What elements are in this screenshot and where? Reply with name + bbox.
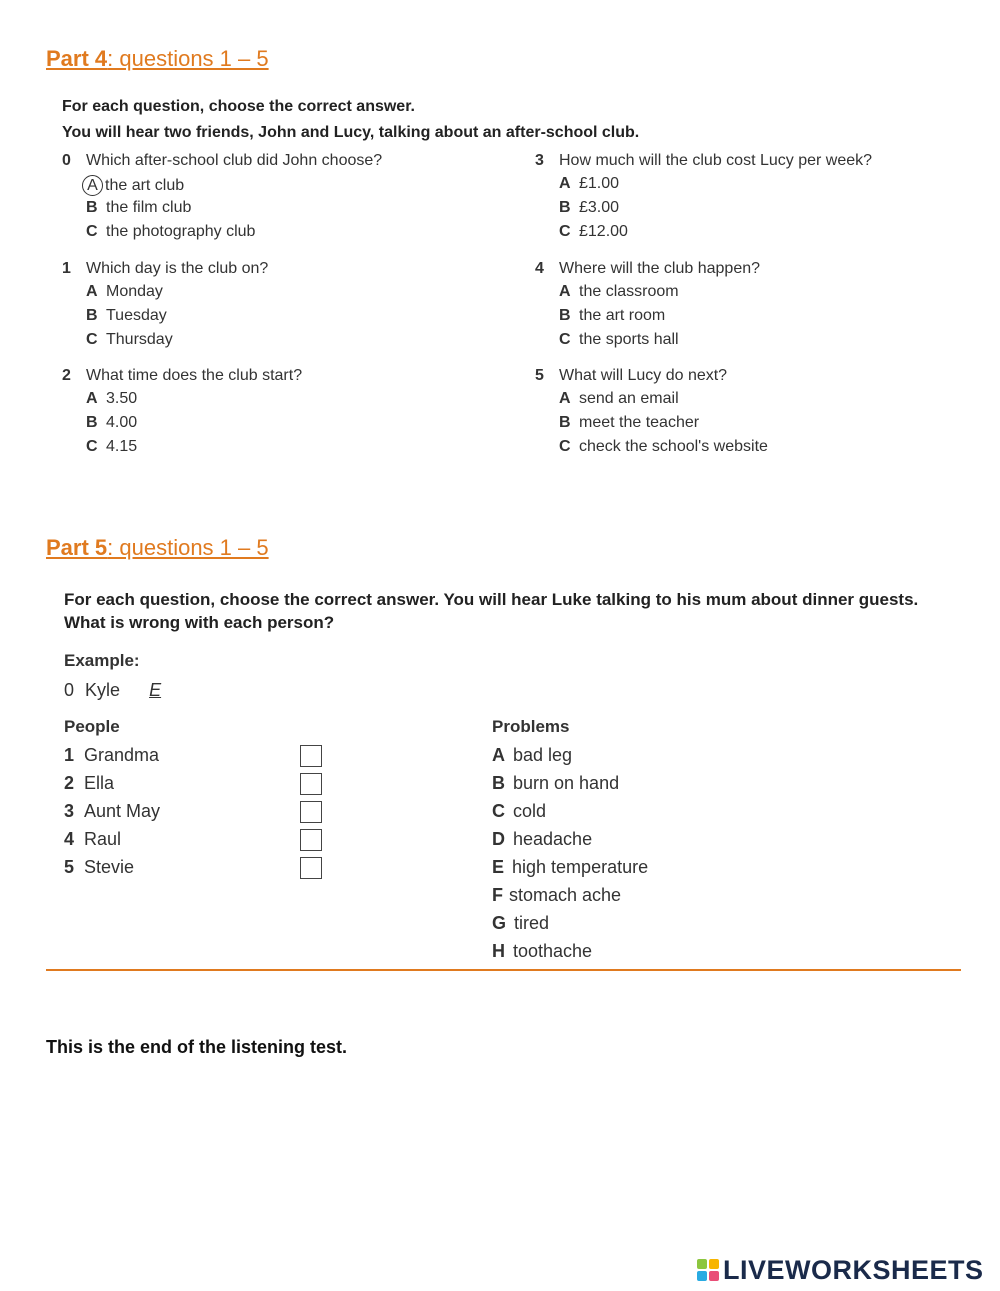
option-a[interactable] — [559, 390, 679, 408]
part4-heading — [46, 46, 269, 72]
answer-box-3[interactable] — [300, 801, 322, 823]
option-text: Thursday — [106, 331, 173, 348]
option-text: Tuesday — [106, 307, 167, 324]
option-text: £1.00 — [579, 175, 620, 192]
problem-letter: E — [492, 857, 505, 877]
question-text: Which after-school club did John choose? — [86, 152, 383, 169]
part5-heading — [46, 535, 269, 561]
question-block-4 — [535, 260, 955, 360]
option-letter: B — [86, 307, 98, 324]
option-letter: B — [86, 414, 98, 431]
option-text: send an email — [579, 390, 679, 407]
option-c[interactable] — [559, 438, 768, 456]
liveworksheets-logo — [697, 1255, 984, 1285]
option-letter: B — [559, 414, 571, 431]
problem-text: high temperature — [512, 857, 649, 877]
question-number: 2 — [62, 367, 71, 384]
problem-text: bad leg — [513, 745, 573, 765]
part5-instruction-1: For each question, choose the correct answer. You will hear Luke talking to his mum about dinner guests. — [64, 590, 919, 609]
question-number: 1 — [62, 260, 71, 277]
problem-letter: F — [492, 885, 503, 905]
question-number: 3 — [535, 152, 544, 169]
option-text: the photography club — [106, 223, 256, 240]
option-letter: A — [559, 175, 571, 192]
person-number: 4 — [64, 829, 75, 849]
option-text: the film club — [106, 199, 192, 216]
question-number: 0 — [62, 152, 71, 169]
option-letter: C — [559, 438, 571, 455]
example-row — [64, 680, 161, 701]
question-block-3 — [535, 152, 955, 252]
option-b[interactable] — [86, 414, 137, 432]
option-c[interactable] — [86, 438, 137, 456]
option-text: 3.50 — [106, 390, 138, 407]
problem-text: headache — [513, 829, 593, 849]
question-block-0 — [62, 152, 502, 252]
part4-heading-rest: : questions 1 – 5 — [107, 46, 269, 71]
option-b[interactable] — [559, 199, 619, 217]
problem-row — [492, 857, 648, 878]
person-number: 5 — [64, 857, 75, 877]
part5-heading-rest: : questions 1 – 5 — [107, 535, 269, 560]
question-block-2 — [62, 367, 502, 467]
problem-row — [492, 941, 592, 962]
option-letter: B — [559, 199, 571, 216]
problem-row — [492, 801, 546, 822]
option-a[interactable] — [86, 390, 137, 408]
question-text: Which day is the club on? — [86, 260, 269, 277]
problem-row — [492, 745, 572, 766]
option-text: £12.00 — [579, 223, 628, 240]
option-text: £3.00 — [579, 199, 620, 216]
problem-letter: H — [492, 941, 505, 961]
option-b[interactable] — [559, 307, 665, 325]
answer-box-4[interactable] — [300, 829, 322, 851]
option-text: the sports hall — [579, 331, 679, 348]
circled-answer-icon: A — [82, 175, 103, 196]
answer-box-5[interactable] — [300, 857, 322, 879]
person-name: Ella — [84, 773, 115, 793]
problem-letter: D — [492, 829, 505, 849]
option-letter: A — [86, 390, 98, 407]
option-b[interactable] — [86, 199, 191, 217]
option-letter: C — [86, 438, 98, 455]
person-row — [64, 773, 114, 794]
problem-text: cold — [513, 801, 547, 821]
option-text: Monday — [106, 283, 163, 300]
option-b[interactable] — [559, 414, 699, 432]
part4-instruction-2: You will hear two friends, John and Lucy, talking about an after-school club. — [62, 124, 640, 141]
person-name: Raul — [84, 829, 122, 849]
logo-mark-icon — [697, 1259, 719, 1281]
option-b[interactable] — [86, 307, 167, 325]
problem-letter: B — [492, 773, 505, 793]
problem-text: burn on hand — [513, 773, 620, 793]
question-text: Where will the club happen? — [559, 260, 761, 277]
problem-text: stomach ache — [509, 885, 622, 905]
option-letter: A — [559, 283, 571, 300]
problem-text: tired — [514, 913, 550, 933]
example-number: 0 — [64, 680, 75, 700]
question-number: 4 — [535, 260, 544, 277]
answer-box-2[interactable] — [300, 773, 322, 795]
option-text: the art room — [579, 307, 666, 324]
question-block-1 — [62, 260, 502, 360]
option-letter: B — [86, 199, 98, 216]
option-letter: C — [559, 331, 571, 348]
option-c[interactable] — [559, 223, 628, 241]
person-name: Grandma — [84, 745, 160, 765]
option-c[interactable] — [86, 223, 255, 241]
people-header: People — [64, 717, 120, 736]
person-row — [64, 745, 159, 766]
option-text: the classroom — [579, 283, 679, 300]
option-a[interactable] — [559, 175, 619, 193]
problem-row — [492, 773, 619, 794]
question-block-5 — [535, 367, 955, 467]
question-text: What will Lucy do next? — [559, 367, 728, 384]
problem-letter: A — [492, 745, 505, 765]
option-a[interactable] — [559, 283, 679, 301]
problems-header: Problems — [492, 717, 570, 736]
option-letter: C — [559, 223, 571, 240]
person-row — [64, 857, 134, 878]
option-c[interactable] — [86, 331, 173, 349]
part5-heading-bold: Part 5 — [46, 535, 108, 560]
example-label: Example: — [64, 651, 140, 670]
option-text: 4.00 — [106, 414, 138, 431]
question-text: How much will the club cost Lucy per week? — [559, 152, 873, 169]
option-letter: A — [559, 390, 571, 407]
problem-row — [492, 913, 549, 934]
person-row — [64, 801, 160, 822]
option-text: meet the teacher — [579, 414, 700, 431]
question-number: 5 — [535, 367, 544, 384]
question-text: What time does the club start? — [86, 367, 303, 384]
end-of-test-text: This is the end of the listening test. — [46, 1037, 348, 1057]
section-divider — [46, 969, 961, 971]
problem-text: toothache — [513, 941, 593, 961]
person-number: 2 — [64, 773, 75, 793]
part5-instruction-2: What is wrong with each person? — [64, 613, 335, 632]
option-letter: C — [86, 331, 98, 348]
option-letter: A — [86, 283, 98, 300]
part4-heading-bold: Part 4 — [46, 46, 108, 71]
option-c[interactable] — [559, 331, 679, 349]
person-name: Aunt May — [84, 801, 161, 821]
problem-letter: C — [492, 801, 505, 821]
option-a[interactable] — [86, 283, 163, 301]
person-name: Stevie — [84, 857, 135, 877]
option-text: check the school's website — [579, 438, 768, 455]
option-letter: C — [86, 223, 98, 240]
problem-row — [492, 885, 621, 906]
logo-text: LIVEWORKSHEETS — [723, 1254, 984, 1285]
part4-instruction-1: For each question, choose the correct answer. — [62, 98, 415, 115]
problem-row — [492, 829, 592, 850]
option-a[interactable] — [86, 175, 184, 196]
problem-letter: G — [492, 913, 507, 933]
person-number: 1 — [64, 745, 75, 765]
option-letter: B — [559, 307, 571, 324]
person-row — [64, 829, 121, 850]
example-answer: E — [149, 680, 162, 700]
answer-box-1[interactable] — [300, 745, 322, 767]
option-text: 4.15 — [106, 438, 138, 455]
option-text: the art club — [105, 177, 185, 194]
example-name: Kyle — [85, 680, 121, 700]
person-number: 3 — [64, 801, 75, 821]
